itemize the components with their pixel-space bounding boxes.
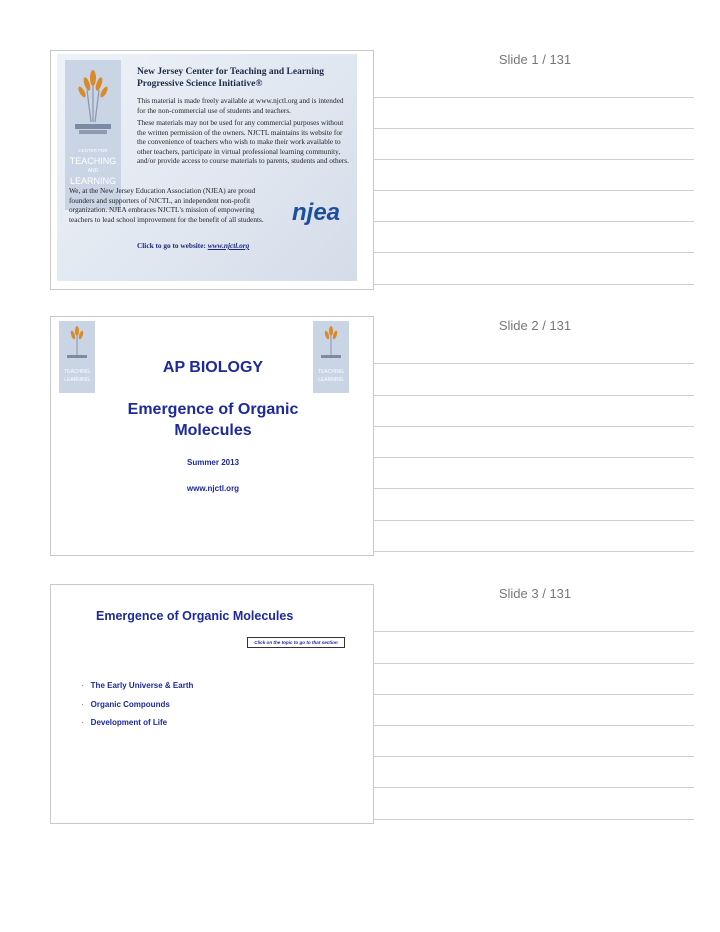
bullet-icon: ·: [81, 681, 84, 690]
slide-2-block: [0, 316, 720, 586]
note-line: [374, 520, 694, 521]
note-line: [374, 426, 694, 427]
note-line: [374, 756, 694, 757]
slide-1-paragraph-1: This material is made freely available at www.njctl.org and is intended for the non-commercial use of students and teachers.: [137, 96, 344, 115]
slide-1-website-link[interactable]: [137, 241, 357, 250]
note-line: [374, 631, 694, 632]
slide-1-paragraph-2: These materials may not be used for any commercial purposes without the written permission of the owners. NJCTL maintains its website for the convenience of teachers who wish to make their work available to other teachers, participate in virtual professional learning community, and/or provide access to course materials to parents, students and others.: [137, 118, 349, 165]
slide-1-paragraph-3: We, at the New Jersey Education Association (NJEA) are proud founders and supporters of NJCTL, an independent non-profit organization. NJEA embraces NJCTL's mission of empowering teachers to lead school improvement for the benefit of all students.: [69, 186, 264, 224]
slide-2-date: Summer 2013: [186, 458, 240, 467]
note-line: [374, 787, 694, 788]
slide-1-block: [0, 50, 720, 320]
note-line: [374, 190, 694, 191]
note-line: [374, 551, 694, 552]
svg-text:LEARNING: LEARNING: [318, 377, 344, 383]
slide-3-counter: Slide 3 / 131: [498, 586, 572, 601]
bullet-icon: ·: [81, 700, 84, 709]
svg-text:TEACHING: TEACHING: [64, 369, 90, 375]
slide-2-thumbnail[interactable]: [50, 316, 374, 556]
note-line: [374, 694, 694, 695]
note-line: [374, 252, 694, 253]
note-line: [374, 395, 694, 396]
slide-2-subtitle-line2: Molecules: [174, 422, 252, 439]
note-line: [374, 97, 694, 98]
slide-3-block: [0, 584, 720, 854]
slide-1-title-line2: Progressive Science Initiative®: [137, 79, 263, 89]
njea-logo-icon: [289, 194, 343, 226]
topic-link-early-universe[interactable]: [81, 681, 193, 690]
note-line: [374, 284, 694, 285]
slide-2-url[interactable]: www.njctl.org: [186, 484, 240, 493]
note-line: [374, 128, 694, 129]
slide-2-heading: AP BIOLOGY: [162, 359, 264, 376]
note-line: [374, 725, 694, 726]
svg-text:njea: njea: [291, 199, 341, 226]
note-line: [374, 221, 694, 222]
topic-link-organic-compounds[interactable]: [81, 700, 170, 709]
slide-1-counter: Slide 1 / 131: [498, 52, 572, 67]
slide-1-thumbnail[interactable]: [50, 50, 374, 290]
svg-text:TEACHING: TEACHING: [318, 369, 344, 375]
slide-1-background: [57, 54, 357, 281]
svg-text:LEARNING: LEARNING: [69, 176, 117, 186]
slide-3-thumbnail[interactable]: [50, 584, 374, 824]
slide-3-navigation-hint: Click on the topic to go to that section: [247, 637, 345, 648]
slide-1-title-line1: New Jersey Center for Teaching and Learning: [137, 67, 325, 77]
slide-1-title: [137, 66, 357, 90]
slide-1-link-prefix: Click to go to website:: [137, 241, 208, 250]
topic-link-label: Organic Compounds: [90, 700, 170, 709]
note-line: [374, 488, 694, 489]
svg-text:LEARNING: LEARNING: [64, 377, 90, 383]
slide-1-link-url[interactable]: www.njctl.org: [207, 241, 250, 250]
njctl-logo-left-icon: [59, 321, 95, 393]
note-line: [374, 457, 694, 458]
slide-3-title: Emergence of Organic Molecules: [96, 609, 294, 623]
svg-text:AND: AND: [87, 168, 99, 174]
slide-2-counter: Slide 2 / 131: [498, 318, 572, 333]
bullet-icon: ·: [81, 718, 84, 727]
note-line: [374, 663, 694, 664]
svg-text:CENTER FOR: CENTER FOR: [78, 148, 108, 153]
slide-2-subtitle-line1: Emergence of Organic: [127, 401, 299, 418]
topic-link-label: Development of Life: [90, 718, 168, 727]
note-line: [374, 159, 694, 160]
topic-link-development-of-life[interactable]: [81, 718, 167, 727]
svg-text:TEACHING: TEACHING: [69, 156, 117, 166]
note-line: [374, 819, 694, 820]
note-line: [374, 363, 694, 364]
njctl-logo-right-icon: [313, 321, 349, 393]
topic-link-label: The Early Universe & Earth: [90, 681, 194, 690]
